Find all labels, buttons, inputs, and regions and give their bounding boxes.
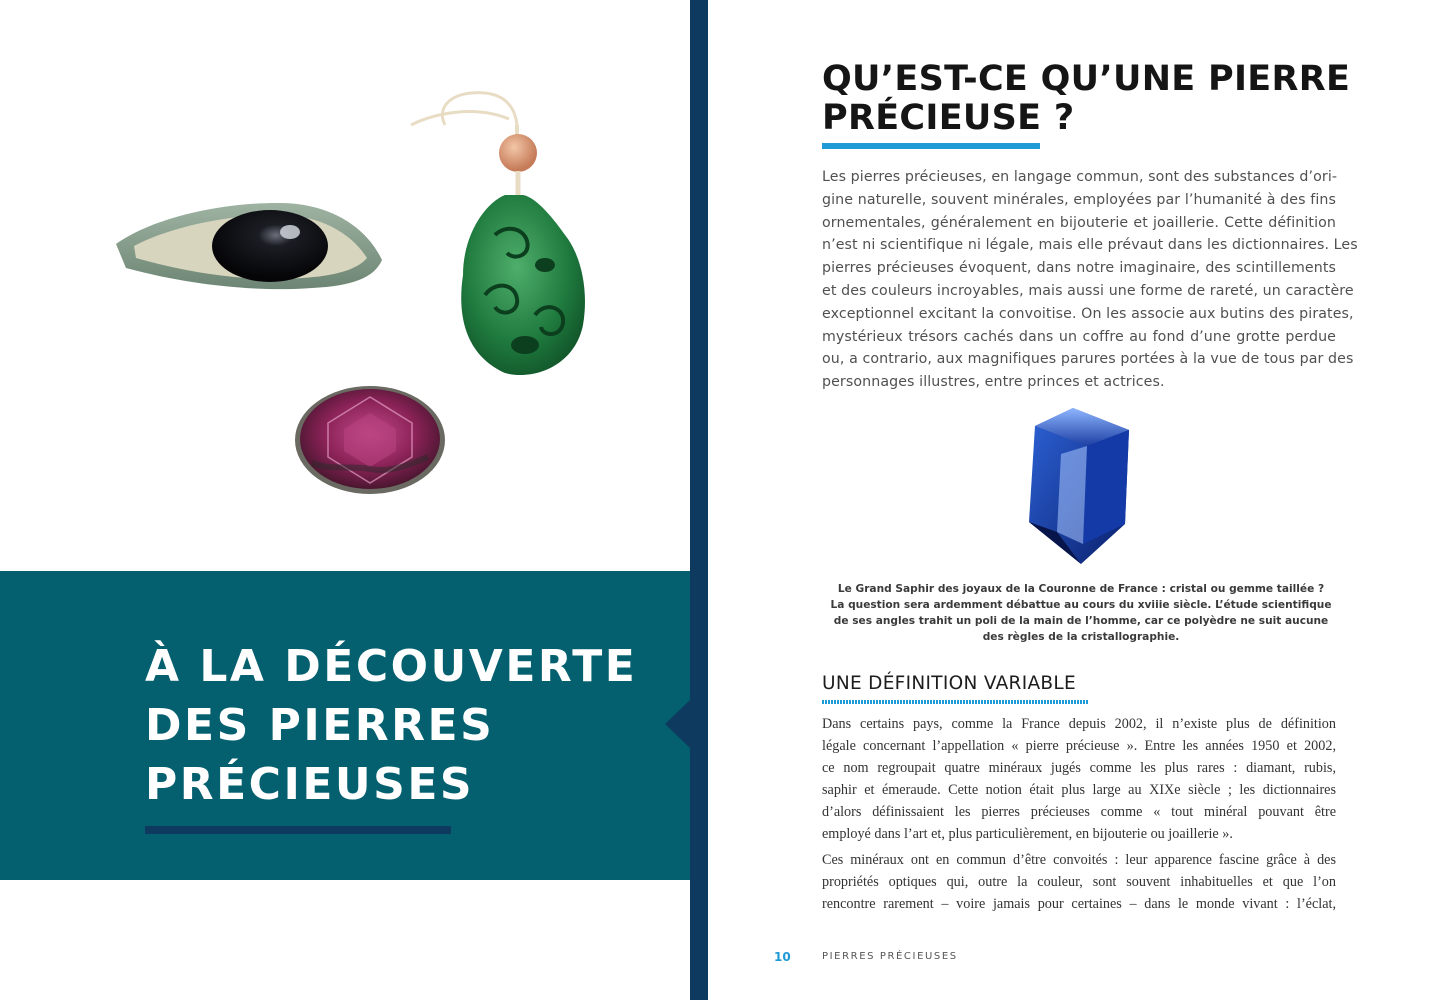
text-line: exceptionnel excitant la convoitise. On les associe aux butins des pirates, xyxy=(822,305,1354,322)
band-notch xyxy=(665,700,690,748)
left-page xyxy=(0,0,690,1000)
text-line: et des couleurs incroyables, mais aussi une forme de rareté, un caractère xyxy=(822,282,1354,299)
text-line: personnages illustres, entre princes et actrices. xyxy=(822,374,1165,391)
chapter-title-underline xyxy=(145,826,451,834)
eye-inlay-image xyxy=(112,198,387,298)
text-line: mystérieux trésors cachés dans un coffre au fond d’une grotte perdue xyxy=(822,328,1336,345)
intro-paragraph xyxy=(822,166,1358,394)
section-title-line: PRÉCIEUSE ? xyxy=(822,98,1075,138)
caption-line: Le Grand Saphir des joyaux de la Couronne de France : cristal ou gemme taillée ? xyxy=(837,583,1325,595)
chapter-title-line: DES PIERRES xyxy=(145,700,495,751)
text-line: employé dans l’art et, plus particulièrement, en bijouterie ou joaillerie ». xyxy=(822,826,1233,842)
page-number: 10 xyxy=(774,950,791,964)
section-title xyxy=(822,59,1351,138)
text-line: propriétés optiques qui, outre la couleur, sont souvent inhabituelles et que l’on xyxy=(822,874,1336,890)
body-paragraph xyxy=(822,849,1336,915)
subsection-title: UNE DÉFINITION VARIABLE xyxy=(822,673,1076,694)
jade-pendant-image xyxy=(405,85,595,385)
right-page xyxy=(708,0,1429,1000)
body-paragraph xyxy=(822,713,1336,845)
chapter-title-line: PRÉCIEUSES xyxy=(145,759,475,810)
caption-line: de ses angles trahit un poli de la main de l’homme, car ce polyèdre ne suit aucune xyxy=(833,615,1329,627)
caption-line: des règles de la cristallographie. xyxy=(982,631,1180,643)
text-line: légale concernant l’appellation « pierre précieuse ». Entre les années 1950 et 2002, xyxy=(822,738,1336,754)
text-line: ou, a contrario, aux magnifiques parures portées à la vue de tous par des xyxy=(822,351,1354,368)
text-line: Les pierres précieuses, en langage commun, sont des substances d’ori- xyxy=(822,169,1338,185)
text-line: saphir et émeraude. Cette notion était plus large au XIXe siècle ; les dictionnaires xyxy=(822,782,1336,798)
text-line: Dans certains pays, comme la France depuis 2002, il n’existe plus de définition xyxy=(822,716,1336,732)
subsection-underline xyxy=(822,700,1089,704)
chapter-title-line: À LA DÉCOUVERTE xyxy=(145,641,638,692)
chapter-title xyxy=(145,637,665,814)
text-line: ornementales, généralement en bijouterie et joaillerie. Cette définition xyxy=(822,214,1336,231)
image-caption xyxy=(826,581,1336,645)
text-line: gine naturelle, souvent minérales, employées par l’humanité à des fins xyxy=(822,191,1336,208)
text-line: n’est ni scientifique ni légale, mais elle prévaut dans les dictionnaires. Les xyxy=(822,237,1358,254)
text-line: Ces minéraux ont en commun d’être convoités : leur apparence fascine grâce à des xyxy=(822,852,1336,868)
text-line: rencontre rarement – voire jamais pour certaines – dans le monde vivant : l’éclat, xyxy=(822,896,1336,912)
sapphire-image xyxy=(1021,404,1135,568)
caption-line: La question sera ardemment débattue au cours du xviiie siècle. L’étude scientifique xyxy=(830,599,1332,611)
book-spine xyxy=(690,0,708,1000)
section-title-line: QU’EST-CE QU’UNE PIERRE xyxy=(822,59,1351,99)
section-title-underline xyxy=(822,143,1040,149)
text-line: pierres précieuses évoquent, dans notre imaginaire, des scintillements xyxy=(822,260,1336,277)
text-line: ce nom regroupait quatre minéraux jugés comme les plus rares : diamant, rubis, xyxy=(822,760,1336,776)
text-line: d’alors définissaient les pierres précieuses comme « tout minéral pouvant être xyxy=(822,804,1336,820)
running-header: PIERRES PRÉCIEUSES xyxy=(822,951,958,962)
faceted-gem-image xyxy=(292,383,448,498)
